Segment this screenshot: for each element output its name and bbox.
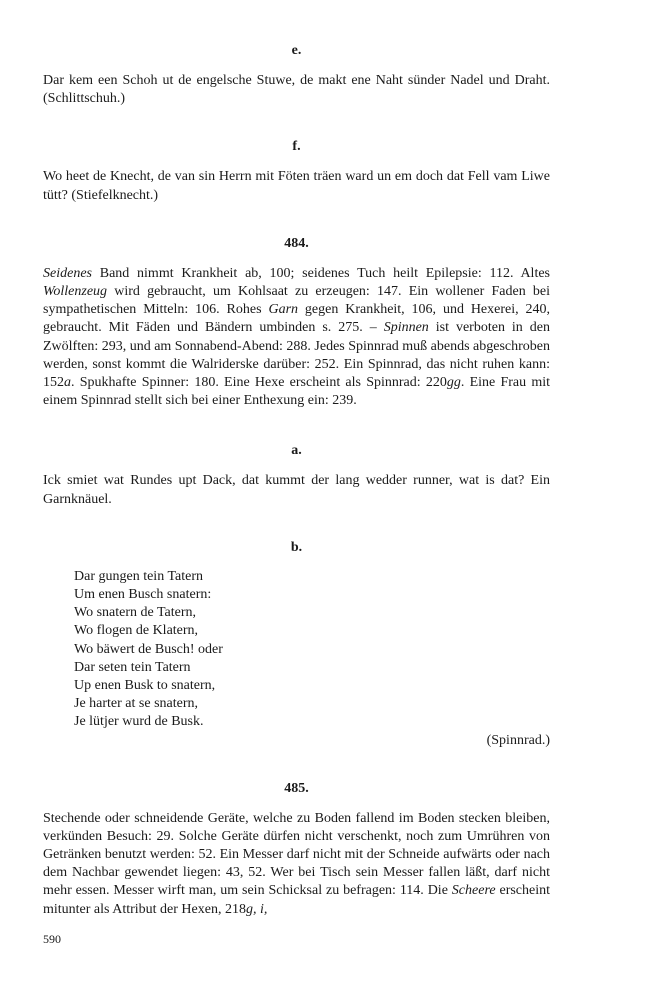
text-run: wird gebraucht, um Kohlsaat zu erzeugen: 147. Ein wollener Faden bei sympathetischen Mitteln: 106. Rohes <box>43 284 550 318</box>
text-run: ist verboten in den Zwölften: 293, und am Sonnabend-Abend: 288. Jedes Spinnrad muß abends abgeschroben werden, sonst kommt die Walriderske darüber: 252. Ein Spinnrad, das nicht ruhen kann: 152 <box>43 320 551 391</box>
section-heading-484: 484. <box>284 235 309 251</box>
text-run: erscheint mitunter als Attribut der Hexen, 218 <box>43 883 551 917</box>
verse-line: Um enen Busch snatern: <box>74 587 212 603</box>
page-body <box>43 38 550 919</box>
verse-line: Je lütjer wurd de Busk. <box>74 714 204 730</box>
italic-term: g, i, <box>245 901 268 917</box>
text-run: Stechende oder schneidende Geräte, welche zu Boden fallend im Boden stecken bleiben, verkünden Besuch: 29. Solche Geräte dürfen nicht verschenkt, noch zum Umrühren von Getränken benutzt werden: 52. Ein Messer darf nicht mit der Schneide aufwärts oder nach dem Nachbar gewendet liegen: 43, 52. Wer bei Tisch sein Messer fallen läßt, darf nicht mehr essen. Messer wirft man, um sein Schicksal zu befragen: 114. Die <box>43 810 550 899</box>
section-heading-f: f. <box>292 139 301 155</box>
text-run: . Spukhafte Spinner: 180. Eine Hexe erscheint als Spinnrad: 220 <box>71 375 447 391</box>
verse-line: Wo snatern de Tatern, <box>74 605 197 621</box>
riddle-a-text: Ick smiet wat Rundes upt Dack, dat kummt der lang wedder runner, wat is dat? Ein Garnknäuel. <box>43 473 550 507</box>
riddle-b-answer: (Spinnrad.) <box>486 732 550 748</box>
riddle-f-text: Wo heet de Knecht, de van sin Herrn mit Föten träen ward un em doch dat Fell vam Liwe tütt? (Stiefelknecht.) <box>43 169 550 203</box>
italic-term: Scheere <box>451 883 496 899</box>
section-heading-b: b. <box>290 539 303 555</box>
text-run: . Eine Frau mit einem Spinnrad stellt sich bei einer Enthexung ein: 239. <box>43 375 550 409</box>
text-run: Band nimmt Krankheit ab, 100; seidenes Tuch heilt Epilepsie: 112. Altes <box>91 265 550 281</box>
section-heading-a: a. <box>291 443 302 459</box>
riddle-e-text: Dar kem een Schoh ut de engelsche Stuwe, de makt ene Naht sünder Nadel und Draht. (Schlittschuh.) <box>43 73 550 107</box>
riddle-b-verse <box>74 568 550 732</box>
italic-term: Seidenes <box>43 265 92 281</box>
text-run: gegen Krankheit, 106, und Hexerei, 240, gebraucht. Mit Fäden und Bändern umbinden s. 275. – <box>43 302 551 336</box>
verse-line: Wo bäwert de Busch! oder <box>74 641 223 657</box>
section-heading-485: 485. <box>284 780 309 796</box>
verse-line: Dar gungen tein Tatern <box>74 568 203 584</box>
page-number: 590 <box>43 932 61 946</box>
section-484-paragraph <box>43 265 550 411</box>
italic-term: Spinnen <box>383 320 429 336</box>
verse-line: Dar seten tein Tatern <box>74 659 191 675</box>
verse-line: Je harter at se snatern, <box>74 696 198 712</box>
italic-term: a <box>64 375 71 391</box>
section-485-paragraph <box>43 810 550 919</box>
italic-term: gg <box>446 375 461 391</box>
italic-term: Wollenzeug <box>43 284 108 300</box>
verse-line: Wo flogen de Klatern, <box>74 623 199 639</box>
verse-line: Up enen Busk to snatern, <box>74 678 216 694</box>
italic-term: Garn <box>268 302 299 318</box>
section-heading-e: e. <box>291 43 302 58</box>
